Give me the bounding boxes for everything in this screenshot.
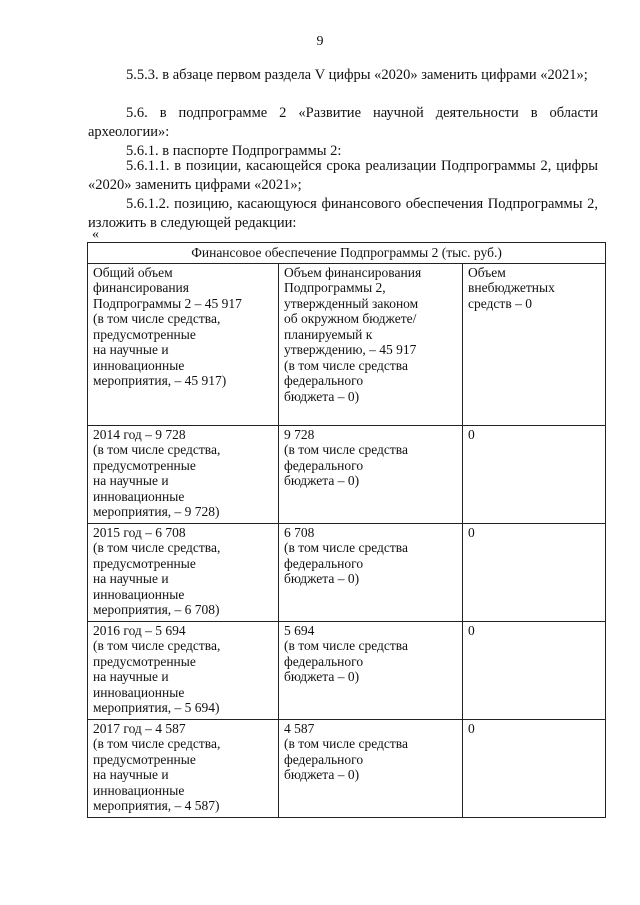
table-cell <box>463 621 606 719</box>
paragraph-5-6-1-2: 5.6.1.2. позицию, касающуюся финансового обеспечения Подпрограммы 2, изложить в следующей редакции: <box>88 196 598 231</box>
paragraph-5-6-1-1: 5.6.1.1. в позиции, касающейся срока реализации Подпрограммы 2, цифры «2020» заменить цифрами «2021»; <box>88 158 598 193</box>
table-cell <box>88 263 279 425</box>
page-number: 9 <box>316 34 324 49</box>
table-cell <box>88 719 279 817</box>
table-row <box>88 263 606 425</box>
paragraph-5-5-3: 5.5.3. в абзаце первом раздела V цифры «2020» заменить цифрами «2021»; <box>126 67 588 83</box>
cell-text: Общий объем финансирования Подпрограммы 2 – 45 917 (в том числе средства, предусмотренные на научные и инновационные мероприятия, – 45 917) <box>93 264 242 388</box>
table-cell <box>88 523 279 621</box>
cell-text: 2015 год – 6 708 (в том числе средства, предусмотренные на научные и инновационные мероприятия, – 6 708) <box>93 524 221 617</box>
cell-text: 2017 год – 4 587 (в том числе средства, предусмотренные на научные и инновационные мероприятия, – 4 587) <box>93 720 221 813</box>
cell-text: 0 <box>468 720 475 736</box>
table-cell <box>88 425 279 523</box>
table-cell <box>463 425 606 523</box>
table-cell <box>279 621 463 719</box>
cell-text: 0 <box>468 524 475 540</box>
cell-text: 4 587 (в том числе средства федерального бюджета – 0) <box>284 720 408 782</box>
table-cell <box>463 719 606 817</box>
financing-table <box>87 242 606 818</box>
cell-text: Объем внебюджетных средств – 0 <box>468 264 555 311</box>
opening-quote-mark: « <box>92 227 99 242</box>
table-cell <box>279 425 463 523</box>
cell-text: Объем финансирования Подпрограммы 2, утвержденный законом об окружном бюджете/ планируемый к утверждению, – 45 917 (в том числе средства федерального бюджета – 0) <box>284 264 422 404</box>
table-cell <box>88 621 279 719</box>
cell-text: 0 <box>468 622 475 638</box>
table-row <box>88 425 606 523</box>
cell-text: 0 <box>468 426 475 442</box>
table-title: Финансовое обеспечение Подпрограммы 2 (тыс. руб.) <box>88 243 606 264</box>
table-cell <box>279 263 463 425</box>
table-cell <box>463 523 606 621</box>
cell-text: 5 694 (в том числе средства федерального бюджета – 0) <box>284 622 408 684</box>
table-row <box>88 523 606 621</box>
cell-text: 9 728 (в том числе средства федерального бюджета – 0) <box>284 426 408 488</box>
cell-text: 2014 год – 9 728 (в том числе средства, предусмотренные на научные и инновационные мероприятия, – 9 728) <box>93 426 221 519</box>
table-cell <box>279 719 463 817</box>
table-title-row <box>88 243 606 264</box>
table-row <box>88 719 606 817</box>
paragraph-5-6-1: 5.6.1. в паспорте Подпрограммы 2: <box>126 143 342 159</box>
cell-text: 6 708 (в том числе средства федерального бюджета – 0) <box>284 524 408 586</box>
paragraph-5-6: 5.6. в подпрограмме 2 «Развитие научной деятельности в области археологии»: <box>88 105 598 140</box>
cell-text: 2016 год – 5 694 (в том числе средства, предусмотренные на научные и инновационные мероприятия, – 5 694) <box>93 622 221 715</box>
table-cell <box>279 523 463 621</box>
table-row <box>88 621 606 719</box>
table-cell <box>463 263 606 425</box>
